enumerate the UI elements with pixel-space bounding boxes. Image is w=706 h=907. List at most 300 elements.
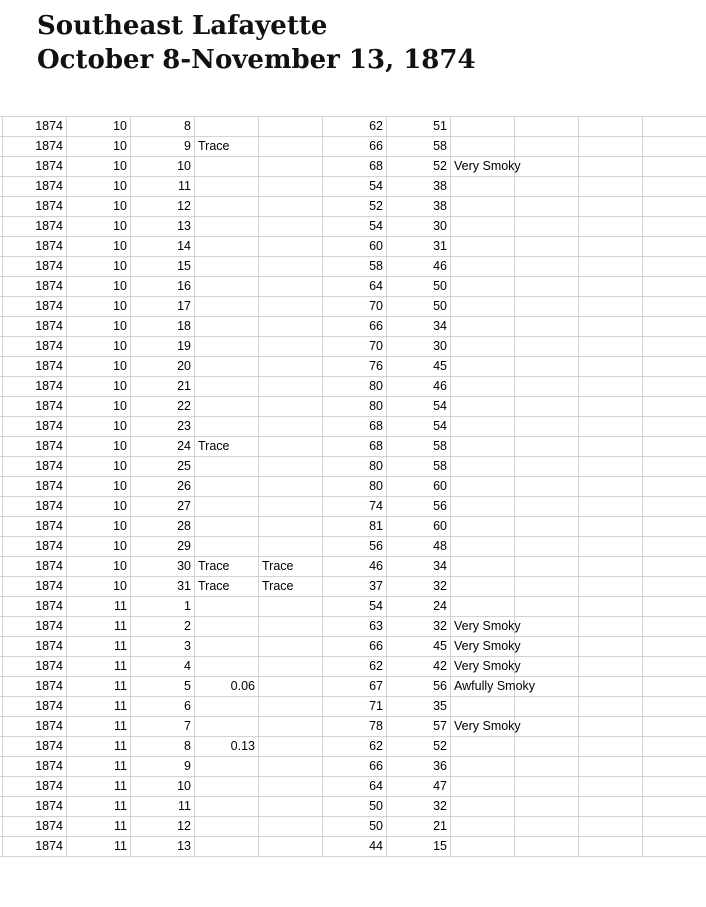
empty-cell[interactable] — [579, 317, 643, 336]
remarks-cell[interactable]: Very Smoky — [451, 617, 515, 636]
empty-cell[interactable] — [515, 217, 579, 236]
year-cell[interactable]: 1874 — [3, 157, 67, 176]
low-temp-cell[interactable]: 35 — [387, 697, 451, 716]
day-cell[interactable]: 19 — [131, 337, 195, 356]
high-temp-cell[interactable]: 67 — [323, 677, 387, 696]
snow-cell[interactable] — [259, 337, 323, 356]
high-temp-cell[interactable]: 50 — [323, 817, 387, 836]
month-cell[interactable]: 10 — [67, 257, 131, 276]
high-temp-cell[interactable]: 71 — [323, 697, 387, 716]
remarks-cell[interactable] — [451, 277, 515, 296]
day-cell[interactable]: 17 — [131, 297, 195, 316]
empty-cell[interactable] — [515, 417, 579, 436]
day-cell[interactable]: 3 — [131, 637, 195, 656]
remarks-cell[interactable] — [451, 817, 515, 836]
low-temp-cell[interactable]: 60 — [387, 477, 451, 496]
remarks-cell[interactable] — [451, 537, 515, 556]
snow-cell[interactable] — [259, 497, 323, 516]
precipitation-cell[interactable] — [195, 257, 259, 276]
low-temp-cell[interactable]: 48 — [387, 537, 451, 556]
low-temp-cell[interactable]: 56 — [387, 677, 451, 696]
low-temp-cell[interactable]: 46 — [387, 377, 451, 396]
snow-cell[interactable] — [259, 717, 323, 736]
empty-cell[interactable] — [515, 197, 579, 216]
snow-cell[interactable] — [259, 137, 323, 156]
empty-cell[interactable] — [579, 617, 643, 636]
month-cell[interactable]: 10 — [67, 297, 131, 316]
empty-cell[interactable] — [515, 517, 579, 536]
day-cell[interactable]: 5 — [131, 677, 195, 696]
year-cell[interactable]: 1874 — [3, 357, 67, 376]
remarks-cell[interactable] — [451, 177, 515, 196]
snow-cell[interactable] — [259, 697, 323, 716]
year-cell[interactable]: 1874 — [3, 837, 67, 856]
precipitation-cell[interactable]: Trace — [195, 557, 259, 576]
empty-cell[interactable] — [515, 477, 579, 496]
empty-cell[interactable] — [579, 177, 643, 196]
empty-cell[interactable] — [515, 737, 579, 756]
low-temp-cell[interactable]: 24 — [387, 597, 451, 616]
remarks-cell[interactable]: Very Smoky — [451, 717, 515, 736]
year-cell[interactable]: 1874 — [3, 217, 67, 236]
high-temp-cell[interactable]: 50 — [323, 797, 387, 816]
snow-cell[interactable] — [259, 737, 323, 756]
year-cell[interactable]: 1874 — [3, 517, 67, 536]
precipitation-cell[interactable]: Trace — [195, 437, 259, 456]
precipitation-cell[interactable] — [195, 817, 259, 836]
remarks-cell[interactable] — [451, 577, 515, 596]
remarks-cell[interactable] — [451, 837, 515, 856]
month-cell[interactable]: 11 — [67, 657, 131, 676]
snow-cell[interactable] — [259, 417, 323, 436]
month-cell[interactable]: 11 — [67, 717, 131, 736]
day-cell[interactable]: 13 — [131, 837, 195, 856]
empty-cell[interactable] — [579, 397, 643, 416]
empty-cell[interactable] — [515, 497, 579, 516]
empty-cell[interactable] — [579, 757, 643, 776]
day-cell[interactable]: 16 — [131, 277, 195, 296]
remarks-cell[interactable] — [451, 757, 515, 776]
year-cell[interactable]: 1874 — [3, 497, 67, 516]
month-cell[interactable]: 10 — [67, 357, 131, 376]
remarks-cell[interactable]: Very Smoky — [451, 657, 515, 676]
high-temp-cell[interactable]: 60 — [323, 237, 387, 256]
remarks-cell[interactable]: Awfully Smoky — [451, 677, 515, 696]
month-cell[interactable]: 10 — [67, 477, 131, 496]
remarks-cell[interactable] — [451, 197, 515, 216]
high-temp-cell[interactable]: 54 — [323, 177, 387, 196]
remarks-cell[interactable] — [451, 437, 515, 456]
year-cell[interactable]: 1874 — [3, 617, 67, 636]
remarks-cell[interactable] — [451, 217, 515, 236]
empty-cell[interactable] — [579, 197, 643, 216]
precipitation-cell[interactable] — [195, 537, 259, 556]
day-cell[interactable]: 4 — [131, 657, 195, 676]
month-cell[interactable]: 10 — [67, 277, 131, 296]
year-cell[interactable]: 1874 — [3, 537, 67, 556]
empty-cell[interactable] — [515, 437, 579, 456]
month-cell[interactable]: 10 — [67, 517, 131, 536]
high-temp-cell[interactable]: 44 — [323, 837, 387, 856]
empty-cell[interactable] — [515, 557, 579, 576]
low-temp-cell[interactable]: 45 — [387, 637, 451, 656]
year-cell[interactable]: 1874 — [3, 437, 67, 456]
remarks-cell[interactable] — [451, 297, 515, 316]
snow-cell[interactable] — [259, 637, 323, 656]
empty-cell[interactable] — [579, 357, 643, 376]
high-temp-cell[interactable]: 63 — [323, 617, 387, 636]
high-temp-cell[interactable]: 70 — [323, 337, 387, 356]
remarks-cell[interactable]: Very Smoky — [451, 157, 515, 176]
empty-cell[interactable] — [515, 457, 579, 476]
remarks-cell[interactable] — [451, 697, 515, 716]
empty-cell[interactable] — [579, 717, 643, 736]
low-temp-cell[interactable]: 50 — [387, 297, 451, 316]
empty-cell[interactable] — [579, 677, 643, 696]
high-temp-cell[interactable]: 68 — [323, 157, 387, 176]
month-cell[interactable]: 10 — [67, 377, 131, 396]
precipitation-cell[interactable] — [195, 177, 259, 196]
low-temp-cell[interactable]: 47 — [387, 777, 451, 796]
high-temp-cell[interactable]: 78 — [323, 717, 387, 736]
snow-cell[interactable] — [259, 357, 323, 376]
remarks-cell[interactable] — [451, 337, 515, 356]
year-cell[interactable]: 1874 — [3, 117, 67, 136]
year-cell[interactable]: 1874 — [3, 177, 67, 196]
high-temp-cell[interactable]: 54 — [323, 217, 387, 236]
year-cell[interactable]: 1874 — [3, 137, 67, 156]
year-cell[interactable]: 1874 — [3, 757, 67, 776]
empty-cell[interactable] — [515, 277, 579, 296]
precipitation-cell[interactable] — [195, 697, 259, 716]
year-cell[interactable]: 1874 — [3, 697, 67, 716]
low-temp-cell[interactable]: 54 — [387, 397, 451, 416]
empty-cell[interactable] — [515, 577, 579, 596]
snow-cell[interactable] — [259, 117, 323, 136]
precipitation-cell[interactable] — [195, 637, 259, 656]
precipitation-cell[interactable] — [195, 617, 259, 636]
snow-cell[interactable] — [259, 837, 323, 856]
snow-cell[interactable] — [259, 517, 323, 536]
snow-cell[interactable] — [259, 257, 323, 276]
remarks-cell[interactable] — [451, 237, 515, 256]
empty-cell[interactable] — [579, 157, 643, 176]
year-cell[interactable]: 1874 — [3, 657, 67, 676]
empty-cell[interactable] — [515, 337, 579, 356]
remarks-cell[interactable] — [451, 417, 515, 436]
empty-cell[interactable] — [579, 837, 643, 856]
empty-cell[interactable] — [515, 657, 579, 676]
day-cell[interactable]: 28 — [131, 517, 195, 536]
year-cell[interactable]: 1874 — [3, 257, 67, 276]
empty-cell[interactable] — [515, 297, 579, 316]
precipitation-cell[interactable] — [195, 797, 259, 816]
month-cell[interactable]: 10 — [67, 157, 131, 176]
low-temp-cell[interactable]: 58 — [387, 457, 451, 476]
day-cell[interactable]: 31 — [131, 577, 195, 596]
remarks-cell[interactable] — [451, 377, 515, 396]
year-cell[interactable]: 1874 — [3, 597, 67, 616]
day-cell[interactable]: 26 — [131, 477, 195, 496]
snow-cell[interactable] — [259, 817, 323, 836]
day-cell[interactable]: 9 — [131, 757, 195, 776]
snow-cell[interactable] — [259, 157, 323, 176]
precipitation-cell[interactable] — [195, 457, 259, 476]
day-cell[interactable]: 18 — [131, 317, 195, 336]
snow-cell[interactable] — [259, 477, 323, 496]
low-temp-cell[interactable]: 58 — [387, 437, 451, 456]
empty-cell[interactable] — [579, 217, 643, 236]
day-cell[interactable]: 9 — [131, 137, 195, 156]
precipitation-cell[interactable] — [195, 757, 259, 776]
day-cell[interactable]: 24 — [131, 437, 195, 456]
empty-cell[interactable] — [515, 397, 579, 416]
precipitation-cell[interactable] — [195, 517, 259, 536]
snow-cell[interactable] — [259, 537, 323, 556]
month-cell[interactable]: 10 — [67, 557, 131, 576]
snow-cell[interactable] — [259, 237, 323, 256]
month-cell[interactable]: 10 — [67, 197, 131, 216]
low-temp-cell[interactable]: 52 — [387, 737, 451, 756]
empty-cell[interactable] — [579, 797, 643, 816]
high-temp-cell[interactable]: 62 — [323, 737, 387, 756]
empty-cell[interactable] — [579, 817, 643, 836]
high-temp-cell[interactable]: 80 — [323, 397, 387, 416]
month-cell[interactable]: 10 — [67, 417, 131, 436]
day-cell[interactable]: 14 — [131, 237, 195, 256]
snow-cell[interactable] — [259, 437, 323, 456]
precipitation-cell[interactable] — [195, 237, 259, 256]
snow-cell[interactable] — [259, 377, 323, 396]
snow-cell[interactable]: Trace — [259, 577, 323, 596]
day-cell[interactable]: 30 — [131, 557, 195, 576]
high-temp-cell[interactable]: 81 — [323, 517, 387, 536]
precipitation-cell[interactable] — [195, 317, 259, 336]
snow-cell[interactable] — [259, 197, 323, 216]
high-temp-cell[interactable]: 52 — [323, 197, 387, 216]
snow-cell[interactable] — [259, 777, 323, 796]
day-cell[interactable]: 1 — [131, 597, 195, 616]
low-temp-cell[interactable]: 31 — [387, 237, 451, 256]
empty-cell[interactable] — [515, 257, 579, 276]
remarks-cell[interactable] — [451, 557, 515, 576]
low-temp-cell[interactable]: 38 — [387, 197, 451, 216]
precipitation-cell[interactable] — [195, 777, 259, 796]
empty-cell[interactable] — [579, 277, 643, 296]
high-temp-cell[interactable]: 64 — [323, 777, 387, 796]
remarks-cell[interactable] — [451, 797, 515, 816]
empty-cell[interactable] — [515, 617, 579, 636]
high-temp-cell[interactable]: 80 — [323, 457, 387, 476]
remarks-cell[interactable] — [451, 317, 515, 336]
high-temp-cell[interactable]: 58 — [323, 257, 387, 276]
snow-cell[interactable] — [259, 317, 323, 336]
month-cell[interactable]: 11 — [67, 777, 131, 796]
year-cell[interactable]: 1874 — [3, 717, 67, 736]
year-cell[interactable]: 1874 — [3, 197, 67, 216]
high-temp-cell[interactable]: 76 — [323, 357, 387, 376]
month-cell[interactable]: 10 — [67, 437, 131, 456]
high-temp-cell[interactable]: 62 — [323, 117, 387, 136]
empty-cell[interactable] — [579, 117, 643, 136]
day-cell[interactable]: 25 — [131, 457, 195, 476]
empty-cell[interactable] — [515, 597, 579, 616]
high-temp-cell[interactable]: 66 — [323, 757, 387, 776]
precipitation-cell[interactable]: Trace — [195, 577, 259, 596]
month-cell[interactable]: 11 — [67, 757, 131, 776]
day-cell[interactable]: 15 — [131, 257, 195, 276]
year-cell[interactable]: 1874 — [3, 817, 67, 836]
low-temp-cell[interactable]: 54 — [387, 417, 451, 436]
low-temp-cell[interactable]: 32 — [387, 577, 451, 596]
high-temp-cell[interactable]: 64 — [323, 277, 387, 296]
empty-cell[interactable] — [579, 657, 643, 676]
snow-cell[interactable]: Trace — [259, 557, 323, 576]
empty-cell[interactable] — [515, 677, 579, 696]
precipitation-cell[interactable]: Trace — [195, 137, 259, 156]
empty-cell[interactable] — [515, 637, 579, 656]
month-cell[interactable]: 10 — [67, 317, 131, 336]
precipitation-cell[interactable] — [195, 497, 259, 516]
empty-cell[interactable] — [515, 697, 579, 716]
snow-cell[interactable] — [259, 597, 323, 616]
high-temp-cell[interactable]: 66 — [323, 637, 387, 656]
year-cell[interactable]: 1874 — [3, 797, 67, 816]
day-cell[interactable]: 20 — [131, 357, 195, 376]
month-cell[interactable]: 10 — [67, 577, 131, 596]
high-temp-cell[interactable]: 37 — [323, 577, 387, 596]
precipitation-cell[interactable] — [195, 717, 259, 736]
snow-cell[interactable] — [259, 217, 323, 236]
month-cell[interactable]: 10 — [67, 397, 131, 416]
remarks-cell[interactable] — [451, 397, 515, 416]
empty-cell[interactable] — [579, 697, 643, 716]
high-temp-cell[interactable]: 74 — [323, 497, 387, 516]
empty-cell[interactable] — [579, 597, 643, 616]
remarks-cell[interactable] — [451, 137, 515, 156]
low-temp-cell[interactable]: 58 — [387, 137, 451, 156]
snow-cell[interactable] — [259, 677, 323, 696]
low-temp-cell[interactable]: 34 — [387, 317, 451, 336]
precipitation-cell[interactable] — [195, 117, 259, 136]
empty-cell[interactable] — [579, 257, 643, 276]
empty-cell[interactable] — [515, 817, 579, 836]
empty-cell[interactable] — [579, 637, 643, 656]
precipitation-cell[interactable] — [195, 337, 259, 356]
day-cell[interactable]: 10 — [131, 777, 195, 796]
snow-cell[interactable] — [259, 657, 323, 676]
empty-cell[interactable] — [515, 357, 579, 376]
low-temp-cell[interactable]: 56 — [387, 497, 451, 516]
month-cell[interactable]: 10 — [67, 177, 131, 196]
low-temp-cell[interactable]: 30 — [387, 217, 451, 236]
month-cell[interactable]: 11 — [67, 817, 131, 836]
empty-cell[interactable] — [579, 237, 643, 256]
low-temp-cell[interactable]: 38 — [387, 177, 451, 196]
empty-cell[interactable] — [515, 177, 579, 196]
month-cell[interactable]: 11 — [67, 697, 131, 716]
day-cell[interactable]: 23 — [131, 417, 195, 436]
high-temp-cell[interactable]: 80 — [323, 377, 387, 396]
empty-cell[interactable] — [515, 317, 579, 336]
precipitation-cell[interactable] — [195, 397, 259, 416]
precipitation-cell[interactable] — [195, 377, 259, 396]
snow-cell[interactable] — [259, 277, 323, 296]
year-cell[interactable]: 1874 — [3, 557, 67, 576]
low-temp-cell[interactable]: 51 — [387, 117, 451, 136]
low-temp-cell[interactable]: 42 — [387, 657, 451, 676]
month-cell[interactable]: 10 — [67, 497, 131, 516]
low-temp-cell[interactable]: 21 — [387, 817, 451, 836]
remarks-cell[interactable] — [451, 497, 515, 516]
precipitation-cell[interactable] — [195, 277, 259, 296]
year-cell[interactable]: 1874 — [3, 777, 67, 796]
snow-cell[interactable] — [259, 177, 323, 196]
month-cell[interactable]: 11 — [67, 797, 131, 816]
empty-cell[interactable] — [515, 837, 579, 856]
snow-cell[interactable] — [259, 397, 323, 416]
day-cell[interactable]: 13 — [131, 217, 195, 236]
precipitation-cell[interactable] — [195, 157, 259, 176]
month-cell[interactable]: 10 — [67, 337, 131, 356]
high-temp-cell[interactable]: 66 — [323, 137, 387, 156]
precipitation-cell[interactable]: 0.13 — [195, 737, 259, 756]
high-temp-cell[interactable]: 70 — [323, 297, 387, 316]
high-temp-cell[interactable]: 62 — [323, 657, 387, 676]
empty-cell[interactable] — [579, 377, 643, 396]
year-cell[interactable]: 1874 — [3, 397, 67, 416]
low-temp-cell[interactable]: 34 — [387, 557, 451, 576]
remarks-cell[interactable]: Very Smoky — [451, 637, 515, 656]
empty-cell[interactable] — [579, 417, 643, 436]
month-cell[interactable]: 11 — [67, 737, 131, 756]
empty-cell[interactable] — [579, 557, 643, 576]
high-temp-cell[interactable]: 46 — [323, 557, 387, 576]
empty-cell[interactable] — [579, 737, 643, 756]
remarks-cell[interactable] — [451, 777, 515, 796]
snow-cell[interactable] — [259, 457, 323, 476]
remarks-cell[interactable] — [451, 457, 515, 476]
remarks-cell[interactable] — [451, 117, 515, 136]
low-temp-cell[interactable]: 15 — [387, 837, 451, 856]
day-cell[interactable]: 12 — [131, 197, 195, 216]
snow-cell[interactable] — [259, 297, 323, 316]
empty-cell[interactable] — [579, 537, 643, 556]
low-temp-cell[interactable]: 57 — [387, 717, 451, 736]
day-cell[interactable]: 2 — [131, 617, 195, 636]
day-cell[interactable]: 8 — [131, 737, 195, 756]
day-cell[interactable]: 10 — [131, 157, 195, 176]
low-temp-cell[interactable]: 45 — [387, 357, 451, 376]
month-cell[interactable]: 10 — [67, 537, 131, 556]
empty-cell[interactable] — [579, 337, 643, 356]
empty-cell[interactable] — [515, 777, 579, 796]
snow-cell[interactable] — [259, 617, 323, 636]
precipitation-cell[interactable] — [195, 837, 259, 856]
empty-cell[interactable] — [515, 757, 579, 776]
low-temp-cell[interactable]: 30 — [387, 337, 451, 356]
low-temp-cell[interactable]: 60 — [387, 517, 451, 536]
empty-cell[interactable] — [515, 377, 579, 396]
day-cell[interactable]: 8 — [131, 117, 195, 136]
month-cell[interactable]: 10 — [67, 237, 131, 256]
empty-cell[interactable] — [579, 457, 643, 476]
precipitation-cell[interactable] — [195, 357, 259, 376]
year-cell[interactable]: 1874 — [3, 277, 67, 296]
remarks-cell[interactable] — [451, 477, 515, 496]
day-cell[interactable]: 21 — [131, 377, 195, 396]
year-cell[interactable]: 1874 — [3, 477, 67, 496]
